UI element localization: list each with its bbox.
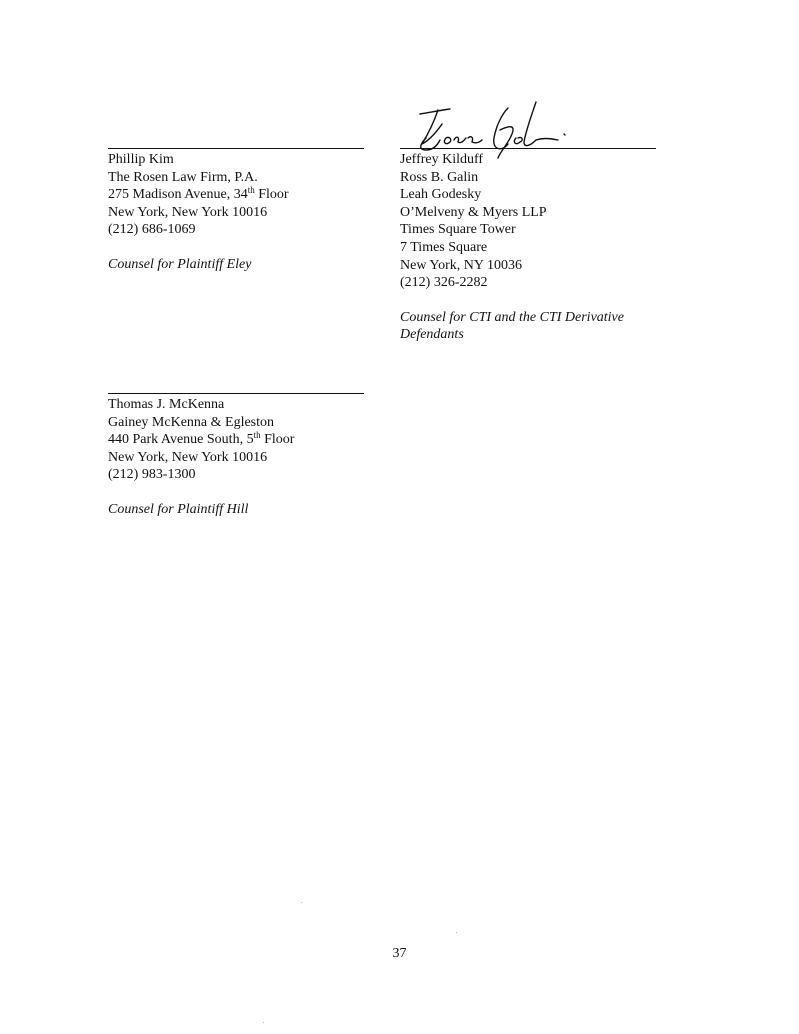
signature-block-kim <box>108 148 364 274</box>
address-prefix: 275 Madison Avenue, 34 <box>108 187 248 203</box>
attorney-name: Ross B. Galin <box>400 169 479 185</box>
contact-lines <box>108 396 364 484</box>
scan-speck <box>456 932 457 933</box>
street-address <box>108 431 364 449</box>
phone-number: (212) 686-1069 <box>108 222 196 238</box>
attorney-name: Thomas J. McKenna <box>108 397 225 412</box>
city-line: New York, New York 10016 <box>108 449 268 465</box>
city-line: New York, NY 10036 <box>400 257 522 273</box>
address-suffix: Floor <box>254 187 289 203</box>
address-prefix: 440 Park Avenue South, 5 <box>108 432 254 448</box>
city-line: New York, New York 10016 <box>108 204 268 220</box>
address-suffix: Floor <box>260 432 295 448</box>
signature-block-mckenna <box>108 393 364 519</box>
firm-name: The Rosen Law Firm, P.A. <box>108 169 258 185</box>
signature-line <box>400 148 656 149</box>
building-name: Times Square Tower <box>400 222 516 238</box>
attorney-name: Phillip Kim <box>108 152 174 167</box>
street-address: 7 Times Square <box>400 239 488 255</box>
counsel-role: Counsel for Plaintiff Eley <box>108 256 252 272</box>
address-superscript: th <box>253 430 261 441</box>
phone-number: (212) 326-2282 <box>400 275 488 291</box>
scan-speck <box>263 1022 264 1023</box>
phone-number: (212) 983-1300 <box>108 467 196 483</box>
street-address <box>108 186 364 204</box>
attorney-name: Leah Godesky <box>400 187 482 203</box>
signature-line <box>108 393 364 394</box>
attorney-name: Jeffrey Kilduff <box>400 152 484 167</box>
contact-lines <box>400 151 670 292</box>
firm-name: Gainey McKenna & Egleston <box>108 414 275 430</box>
page-number: 37 <box>392 946 407 961</box>
signature-block-kilduff <box>400 148 670 344</box>
counsel-role: Counsel for CTI and the CTI Derivative Defendants <box>400 309 624 343</box>
counsel-role: Counsel for Plaintiff Hill <box>108 501 249 517</box>
contact-lines <box>108 151 364 239</box>
firm-name: O’Melveny & Myers LLP <box>400 204 547 220</box>
scan-speck <box>301 902 302 903</box>
signature-line <box>108 148 364 149</box>
address-superscript: th <box>247 185 255 196</box>
